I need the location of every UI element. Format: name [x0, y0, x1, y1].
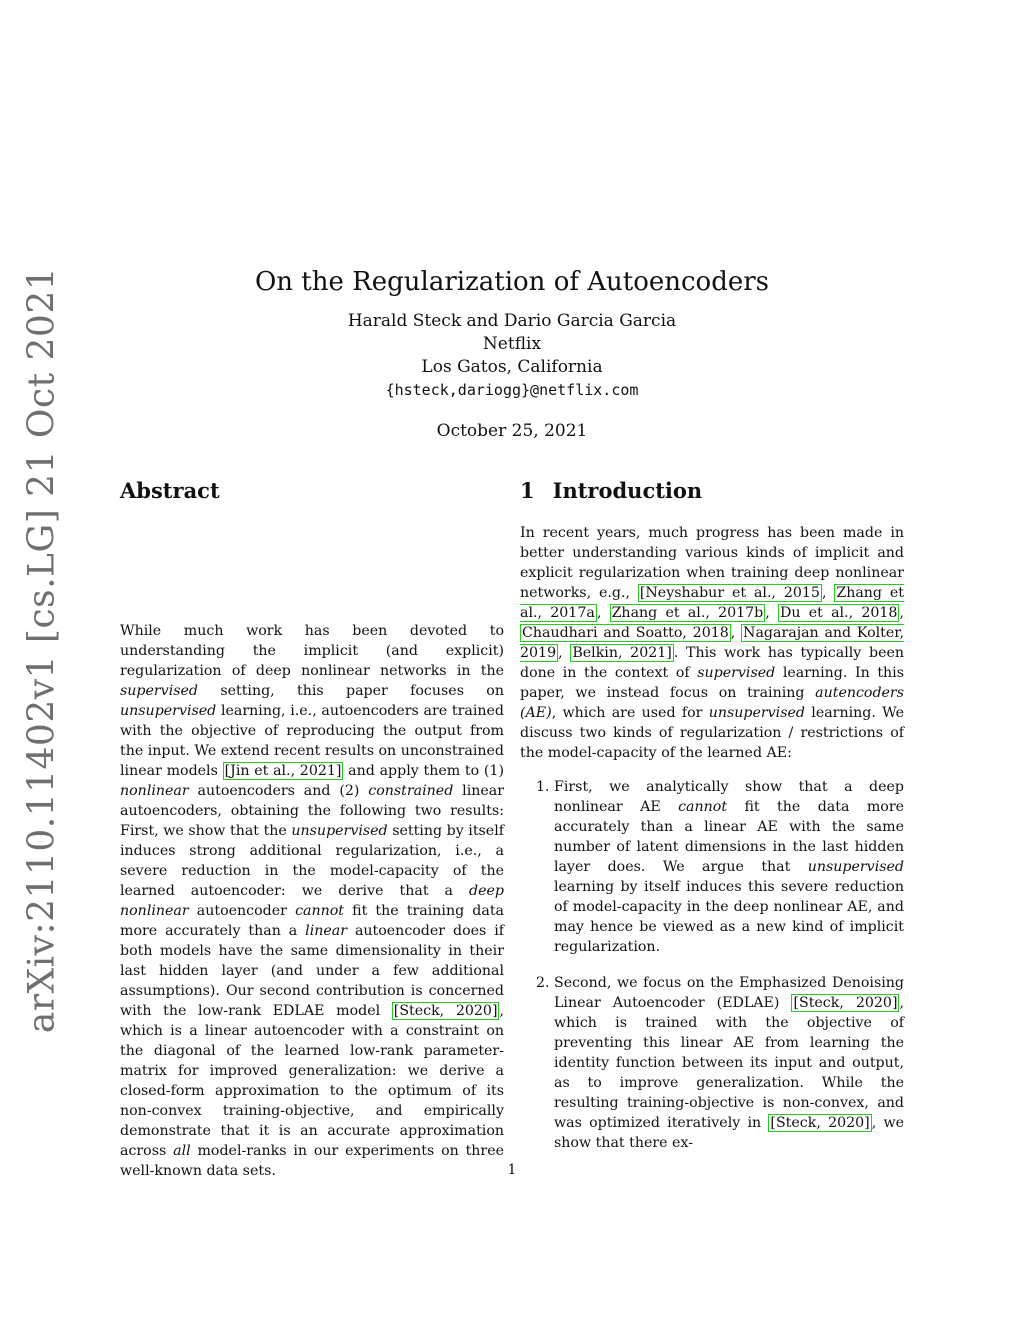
- citation-link[interactable]: [Neyshabur et al., 2015: [639, 585, 820, 601]
- abstract-text: , which is a linear autoencoder with a constraint on the diagonal of the learned low-rank parameter-matrix for improved generalization: we derive a closed-form approximation to the optimum of its non-convex training-objective, and empirically demonstrate that it is an accurate approximation across: [120, 1003, 504, 1159]
- intro-emph: unsupervised: [708, 705, 805, 721]
- intro-emph: supervised: [697, 665, 776, 681]
- intro-text: learning. In this paper, we instead focus on training: [520, 665, 904, 701]
- paper-title: On the Regularization of Autoencoders: [254, 267, 770, 298]
- intro-text: ,: [821, 585, 835, 601]
- paper-date: October 25, 2021: [436, 421, 588, 441]
- intro-paragraph: [520, 523, 904, 763]
- abstract-emph: supervised: [120, 683, 198, 699]
- affiliation: Netflix: [482, 334, 542, 354]
- abstract-emph: linear: [305, 923, 348, 939]
- intro-text: ,: [596, 605, 610, 621]
- abstract-emph: nonlinear: [120, 783, 189, 799]
- abstract-text: linear autoencoders, obtaining the following two results: First, we show that the: [120, 783, 505, 839]
- section-number: 1: [520, 478, 535, 503]
- citation-link[interactable]: [Steck, 2020]: [793, 995, 898, 1011]
- citation-link[interactable]: Chaudhari and Soatto, 2018: [522, 625, 729, 641]
- citation-link[interactable]: Belkin, 2021]: [572, 645, 672, 661]
- abstract-text: model-ranks in our experiments on three well-known data sets.: [120, 1143, 504, 1179]
- abstract-emph: deep nonlinear: [120, 883, 504, 919]
- author-block: [0, 310, 1024, 402]
- contribution-item-1: [554, 777, 904, 957]
- email-address[interactable]: {hsteck,dariogg}@netflix.com: [385, 381, 639, 399]
- citation-link[interactable]: [Steck, 2020]: [770, 1115, 870, 1131]
- location: Los Gatos, California: [421, 357, 603, 377]
- citation-link[interactable]: [Steck, 2020]: [393, 1003, 498, 1019]
- intro-text: learning. We discuss two kinds of regularization / restrictions of the model-capacity of the learned AE:: [520, 705, 904, 761]
- author-names: Harald Steck and Dario Garcia Garcia: [347, 311, 677, 331]
- abstract-text: learning, i.e., autoencoders are trained with the objective of reproducing the output from the input. We extend recent results on unconstrained linear models: [120, 703, 504, 779]
- abstract-text: and apply them to (1): [343, 763, 504, 779]
- item-text: Second, we focus on the Emphasized Denoising Linear Autoencoder (EDLAE): [554, 975, 904, 1011]
- abstract-text: While much work has been devoted to understanding the implicit (and explicit) regularization of deep nonlinear networks in the: [120, 623, 504, 679]
- section-title: Introduction: [552, 478, 703, 503]
- abstract-emph: unsupervised: [291, 823, 388, 839]
- abstract-text: setting, this paper focuses on: [198, 683, 504, 699]
- abstract-emph: unsupervised: [120, 703, 217, 719]
- intro-emph: autencoders (AE): [520, 685, 904, 721]
- page-number: 1: [507, 1162, 517, 1178]
- item-text: , which is trained with the objective of preventing this linear AE from learning the identity function between its input and output, as to improve generalization. While the resulting training-objective is non-convex, and was optimized iteratively in: [554, 995, 904, 1131]
- intro-text: ,: [899, 605, 904, 621]
- arxiv-stamp: arXiv:2110.11402v1 [cs.LG] 21 Oct 2021: [21, 266, 63, 1034]
- abstract-emph: all: [173, 1143, 191, 1159]
- introduction-column: [520, 478, 904, 1169]
- citation-link[interactable]: Nagarajan and Kolter, 2019: [520, 625, 904, 661]
- abstract-text: autoencoder does if both models have the same dimensionality in their last hidden layer (and under a few additional assumptions). Our second contribution is concerned with the low-rank EDLAE model: [120, 923, 504, 1019]
- item-emph: unsupervised: [807, 859, 904, 875]
- abstract-emph: cannot: [295, 903, 344, 919]
- item-text: , we show that there ex-: [554, 1115, 905, 1151]
- item-text: learning by itself induces this severe reduction of model-capacity in the deep nonlinear AE, and may hence be viewed as a new kind of implicit regularization.: [554, 879, 904, 955]
- citation-link[interactable]: Zhang et al., 2017a: [520, 585, 904, 621]
- intro-text: ,: [558, 645, 571, 661]
- contribution-list: [520, 777, 904, 1153]
- abstract-emph: constrained: [368, 783, 454, 799]
- intro-text: ,: [765, 605, 779, 621]
- introduction-heading: [520, 478, 904, 503]
- intro-text: , which are used for: [551, 705, 709, 721]
- intro-text: In recent years, much progress has been made in better understanding various kinds of implicit and explicit regularization when training deep nonlinear networks, e.g.,: [520, 525, 904, 601]
- intro-text: . This work has typically been done in the context of: [520, 645, 904, 681]
- citation-link[interactable]: [Jin et al., 2021]: [224, 763, 342, 779]
- citation-link[interactable]: Zhang et al., 2017b: [611, 605, 764, 621]
- contribution-item-2: [554, 973, 904, 1153]
- abstract-text: autoencoder: [188, 903, 296, 919]
- intro-text: ,: [730, 625, 742, 641]
- abstract-text: setting by itself induces strong additional regularization, i.e., a severe reduction in the model-capacity of the learned autoencoder: we derive that a: [120, 823, 504, 899]
- abstract-column: [120, 478, 504, 1181]
- abstract-heading: Abstract: [120, 478, 220, 503]
- abstract-text: fit the training data more accurately than a: [120, 903, 505, 939]
- item-text: First, we analytically show that a deep nonlinear AE: [554, 779, 904, 815]
- abstract-text: autoencoders and (2): [188, 783, 369, 799]
- abstract-body: [120, 621, 504, 1181]
- citation-link[interactable]: Du et al., 2018: [780, 605, 898, 621]
- item-text: fit the data more accurately than a linear AE with the same number of latent dimensions in the last hidden layer does. We argue that: [554, 799, 904, 875]
- item-emph: cannot: [678, 799, 728, 815]
